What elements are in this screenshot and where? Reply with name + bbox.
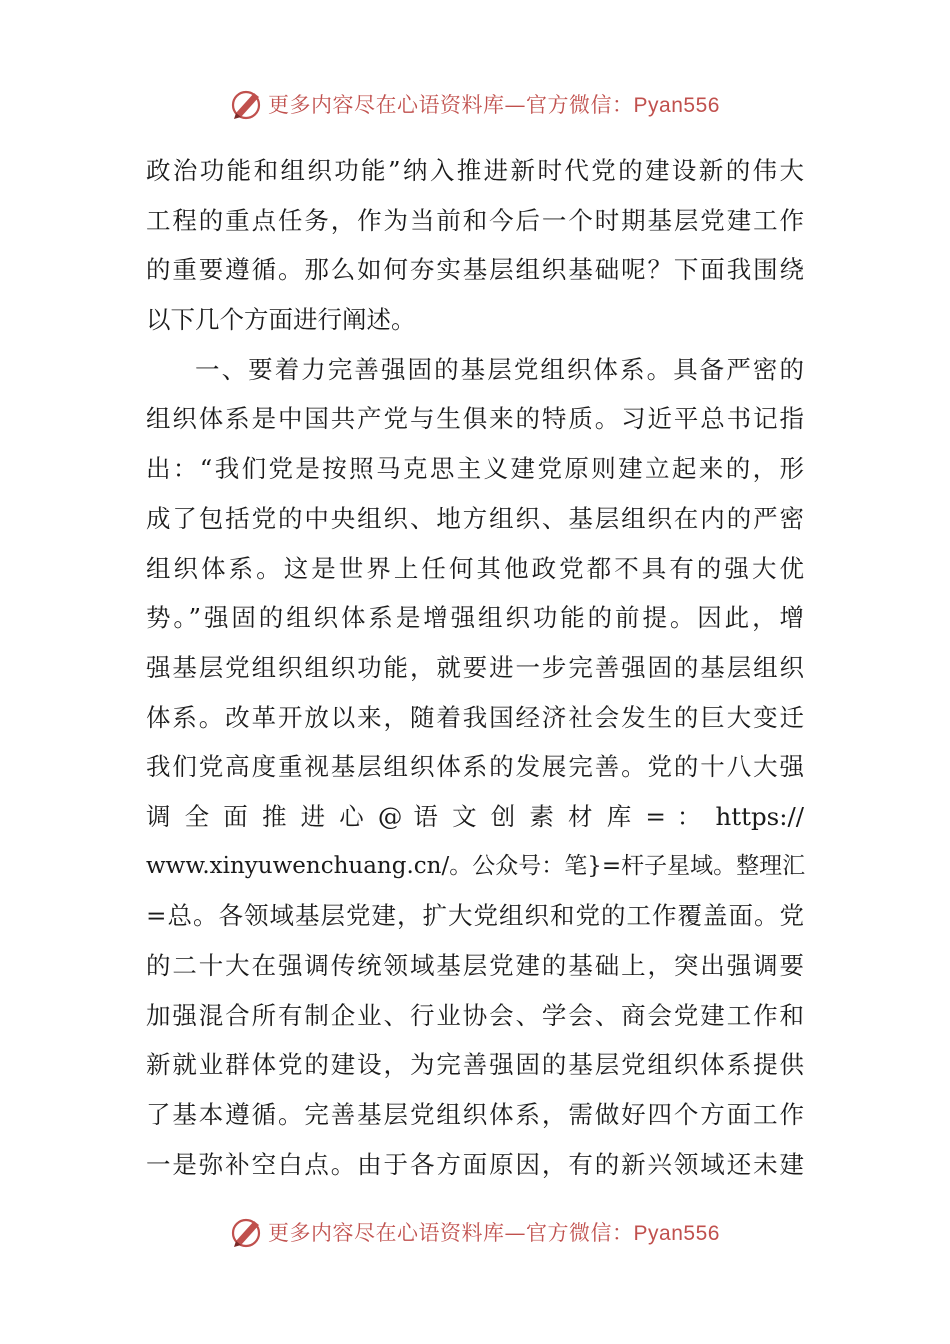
section-heading-line: 一、要着力完善强固的基层党组织体系。具备严密的	[195, 354, 804, 384]
text-line: www.xinyuwenchuang.cn/。公众号：笔}=杆子星域。整理汇	[146, 852, 806, 879]
text-line: =总。各领域基层党建，扩大党组织和党的工作覆盖面。党	[146, 901, 804, 931]
text-line: 以下几个方面进行阐述。	[146, 305, 416, 335]
header-watermark	[0, 84, 950, 124]
text-line: 体系。改革开放以来，随着我国经济社会发生的巨大变迁	[146, 702, 804, 732]
watermark-text: 更多内容尽在心语资料库—官方微信：Pyan556	[268, 93, 720, 117]
text-line: 势。”强固的组织体系是增强组织功能的前提。因此，增	[146, 603, 804, 633]
watermark-text: 更多内容尽在心语资料库—官方微信：Pyan556	[268, 1221, 720, 1245]
text-line: 加强混合所有制企业、行业协会、学会、商会党建工作和	[146, 1000, 804, 1030]
pen-logo-icon	[230, 87, 264, 121]
footer-watermark	[0, 1212, 950, 1252]
text-line: 组织体系是中国共产党与生俱来的特质。习近平总书记指	[146, 404, 804, 434]
text-line: 成了包括党的中央组织、地方组织、基层组织在内的严密	[146, 503, 804, 533]
text-line: 出：“我们党是按照马克思主义建党原则建立起来的，形	[146, 454, 804, 484]
text-line: 组织体系。这是世界上任何其他政党都不具有的强大优	[146, 553, 804, 583]
text-line: 工程的重点任务，作为当前和今后一个时期基层党建工作	[146, 205, 804, 235]
text-line: 调 全 面 推 进 心 @ 语 文 创 素 材 库 = ： https://	[146, 801, 804, 831]
text-line: 一是弥补空白点。由于各方面原因，有的新兴领域还未建	[146, 1149, 804, 1179]
text-line: 我们党高度重视基层组织体系的发展完善。党的十八大强	[146, 752, 804, 782]
text-line: 了基本遵循。完善基层党组织体系，需做好四个方面工作	[146, 1100, 804, 1130]
text-line: 强基层党组织组织功能，就要进一步完善强固的基层组织	[146, 652, 804, 682]
pen-logo-icon	[230, 1215, 264, 1249]
text-line: 政治功能和组织功能”纳入推进新时代党的建设新的伟大	[146, 156, 804, 185]
text-line: 的重要遵循。那么如何夯实基层组织基础呢？下面我围绕	[146, 255, 804, 285]
text-line: 新就业群体党的建设，为完善强固的基层党组织体系提供	[146, 1050, 804, 1080]
text-line: 的二十大在强调传统领域基层党建的基础上，突出强调要	[146, 951, 804, 980]
document-body	[146, 146, 804, 1189]
